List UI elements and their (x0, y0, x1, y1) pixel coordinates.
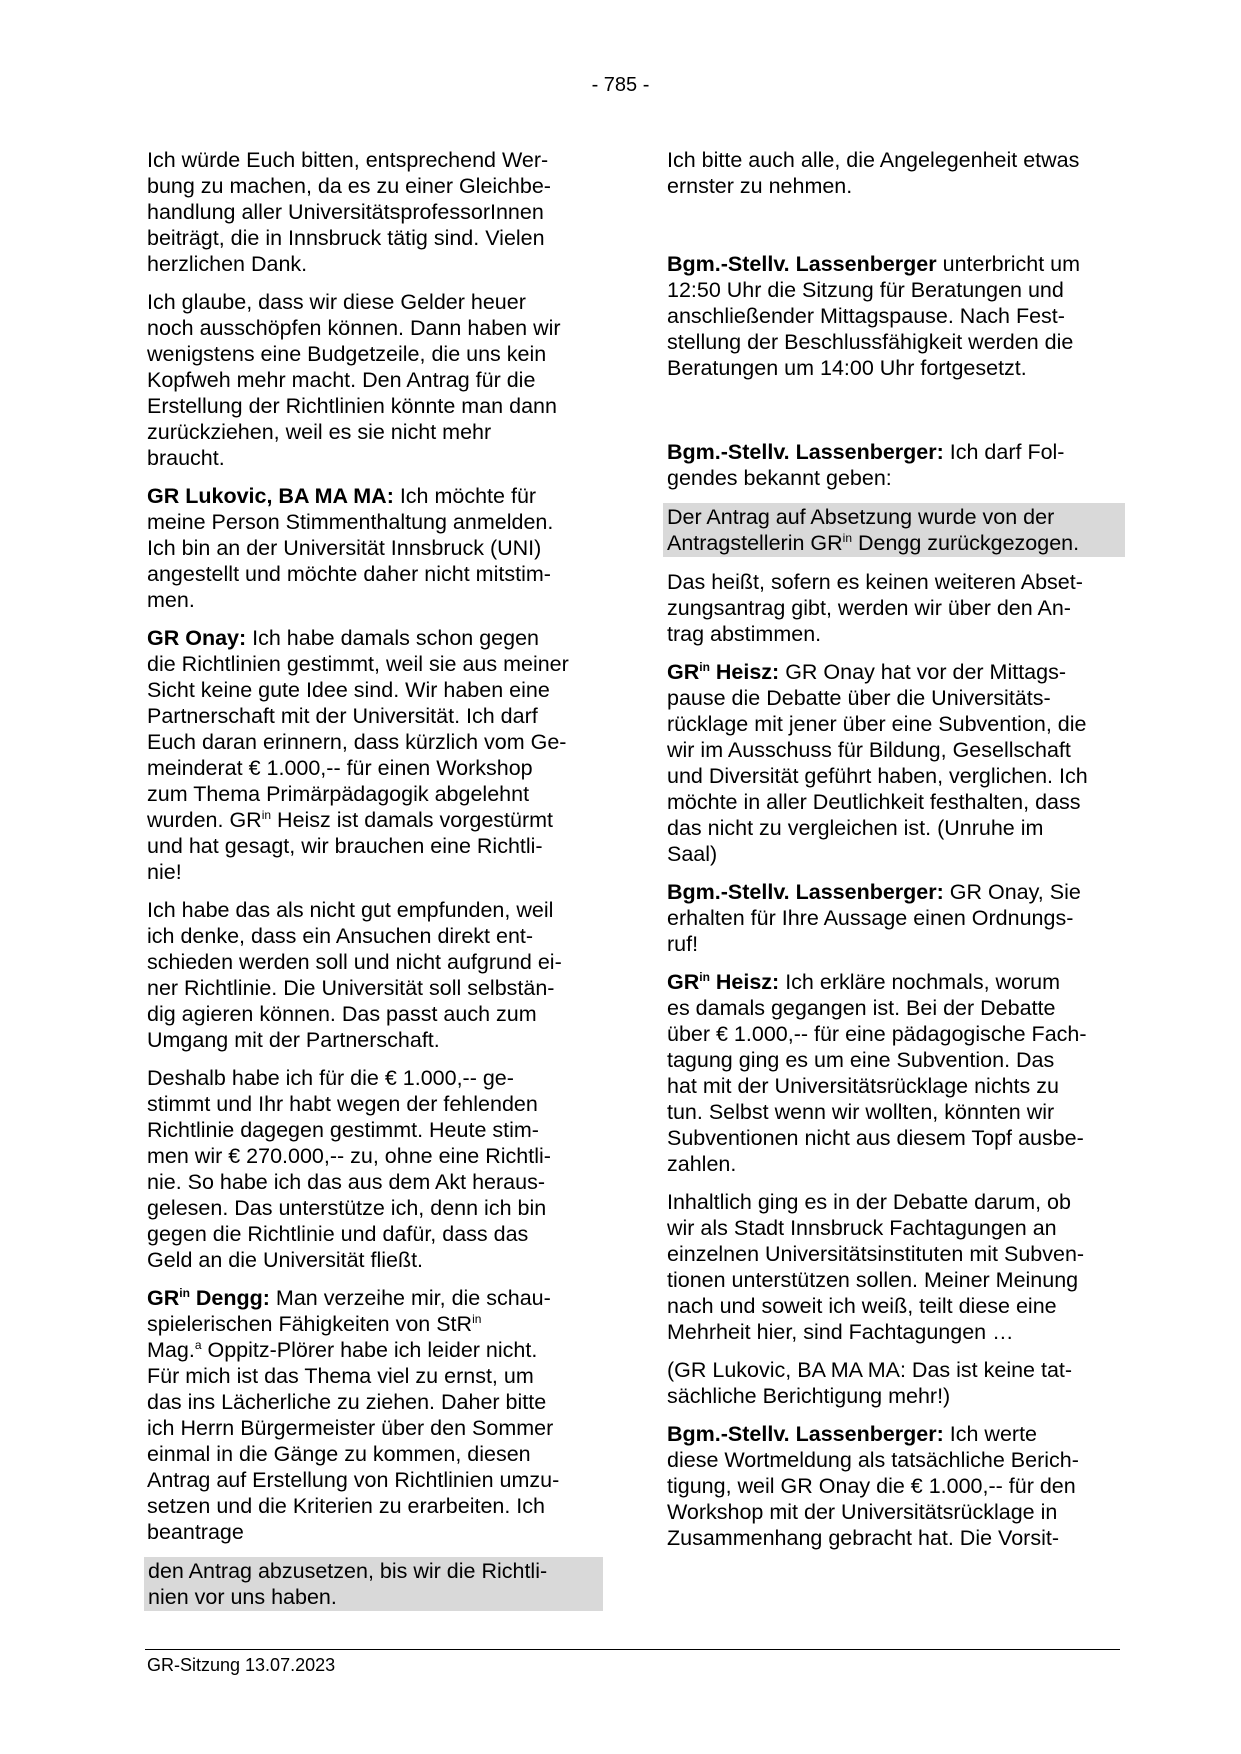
statement-heisz: $GR^{in}$ Heisz: GR Onay hat vor der Mittags- pause die Debatte über die Universitäts- rücklage mit jener über eine Subvention, die wir im Ausschuss für Bildung, Gesellschaft und Diversität geführt haben, verglichen. Ich möchte in aller Deutlichkeit festhalten, dass das nicht zu vergleichen ist. (Unruhe im Saal) (667, 660, 1088, 866)
footer-divider (145, 1649, 1120, 1650)
interjection: (GR Lukovic, BA MA MA: Das ist keine tat- sächliche Berichtigung mehr!) (667, 1358, 1073, 1408)
statement-lassenberger-announce: Bgm.-Stellv. Lassenberger: Ich darf Fol- gendes bekannt geben: (667, 440, 1065, 490)
speaker-name: Bgm.-Stellv. Lassenberger (667, 252, 937, 276)
speaker-name: GR Lukovic, BA MA MA: (147, 484, 394, 508)
paragraph: Ich würde Euch bitten, entsprechend Wer- bung zu machen, da es zu einer Gleichbe- handlung aller UniversitätsprofessorInnen beiträgt, die in Innsbruck tätig sind. Vielen herzlichen Dank. (147, 148, 551, 276)
paragraph: Das heißt, sofern es keinen weiteren Abset- zungsantrag gibt, werden wir über den An- trag abstimmen. (667, 570, 1083, 646)
paragraph: Ich glaube, dass wir diese Gelder heuer noch ausschöpfen können. Dann haben wir wenigstens eine Budgetzeile, die uns kein Kopfweh mehr macht. Den Antrag für die Erstellung der Richtlinien könnte man dann zurückziehen, weil es sie nicht mehr braucht. (147, 290, 561, 470)
paragraph: Ich habe das als nicht gut empfunden, weil ich denke, dass ein Ansuchen direkt ent- schieden werden soll und nicht aufgrund ei- ner Richtlinie. Die Universität soll selbstän- dig agieren können. Das passt auch zum Umgang mit der Partnerschaft. (147, 898, 562, 1052)
statement-lassenberger-ruling: Bgm.-Stellv. Lassenberger: Ich werte diese Wortmeldung als tatsächliche Berich- tigung, weil GR Onay die € 1.000,-- für den Workshop mit der Universitätsrücklage in Zusammenhang gebracht hat. Die Vorsit- (667, 1422, 1079, 1550)
highlighted-motion: den Antrag abzusetzen, bis wir die Richtli- nien vor uns haben. (144, 1557, 603, 1611)
speaker-name: GR Onay: (147, 626, 247, 650)
left-column (147, 147, 599, 1623)
statement-lukovic: GR Lukovic, BA MA MA: Ich möchte für meine Person Stimmenthaltung anmelden. Ich bin an der Universität Innsbruck (UNI) angestellt und möchte daher nicht mitstim- men. (147, 484, 554, 612)
footer-text: GR-Sitzung 13.07.2023 (147, 1655, 336, 1675)
statement-lassenberger-order: Bgm.-Stellv. Lassenberger: GR Onay, Sie erhalten für Ihre Aussage einen Ordnungs- ruf! (667, 880, 1081, 956)
paragraph: Inhaltlich ging es in der Debatte darum, ob wir als Stadt Innsbruck Fachtagungen an einzelnen Universitätsinstituten mit Subven- tionen unterstützen sollen. Meiner Meinung nach und soweit ich weiß, teilt diese eine Mehrheit hier, sind Fachtagungen … (667, 1190, 1085, 1344)
speaker-name: $GR^{in}$ Dengg: (147, 1286, 270, 1310)
statement-onay: GR Onay: Ich habe damals schon gegen die Richtlinien gestimmt, weil sie aus meiner Sicht keine gute Idee sind. Wir haben eine Partnerschaft mit der Universität. Ich darf Euch daran erinnern, dass kürzlich vom Ge- meinderat € 1.000,-- für einen Workshop zum Thema Primärpädagogik abgelehnt wurden. $GR^{in}$ Heisz ist damals vorgestürmt und hat gesagt, wir brauchen eine Richtli- nie! (147, 626, 569, 884)
statement-heisz-2: $GR^{in}$ Heisz: Ich erkläre nochmals, worum es damals gegangen ist. Bei der Debatte über € 1.000,-- für eine pädagogische Fach- tagung ging es um eine Subvention. Das hat mit der Universitätsrücklage nichts zu tun. Selbst wenn wir wollten, könnten wir Subventionen nicht aus diesem Topf ausbe- zahlen. (667, 970, 1087, 1176)
statement-lassenberger-break: Bgm.-Stellv. Lassenberger unterbricht um 12:50 Uhr die Sitzung für Beratungen und anschließender Mittagspause. Nach Fest- stellung der Beschlussfähigkeit werden die Beratungen um 14:00 Uhr fortgesetzt. (667, 252, 1081, 380)
speaker-name: Bgm.-Stellv. Lassenberger: (667, 880, 944, 904)
paragraph: Ich bitte auch alle, die Angelegenheit etwas ernster zu nehmen. (667, 148, 1080, 198)
highlighted-announcement: Der Antrag auf Absetzung wurde von der Antragstellerin $GR^{in}$ Dengg zurückgezogen. (663, 503, 1125, 557)
speaker-name: $GR^{in}$ Heisz: (667, 970, 780, 994)
page-number: - 785 - (591, 74, 650, 96)
right-column (667, 147, 1119, 1563)
speaker-name: Bgm.-Stellv. Lassenberger: (667, 440, 944, 464)
speaker-name: $GR^{in}$ Heisz: (667, 660, 780, 684)
paragraph: Deshalb habe ich für die € 1.000,-- ge- stimmt und Ihr habt wegen der fehlenden Richtlinie dagegen gestimmt. Heute stim- men wir € 270.000,-- zu, ohne eine Richtli- nie. So habe ich das aus dem Akt heraus- gelesen. Das unterstütze ich, denn ich bin gegen die Richtlinie und dafür, dass das Geld an die Universität fließt. (147, 1066, 551, 1272)
speaker-name: Bgm.-Stellv. Lassenberger: (667, 1422, 944, 1446)
statement-dengg: $GR^{in}$ Dengg: Man verzeihe mir, die schau- spielerischen Fähigkeiten von StR$^{in}$ Mag.$^a$ Oppitz-Plörer habe ich leider nicht. Für mich ist das Thema viel zu ernst, um das ins Lächerliche zu ziehen. Daher bitte ich Herrn Bürgermeister über den Sommer einmal in die Gänge zu kommen, diesen Antrag auf Erstellung von Richtlinien umzu- setzen und die Kriterien zu erarbeiten. Ich beantrage (147, 1286, 560, 1544)
